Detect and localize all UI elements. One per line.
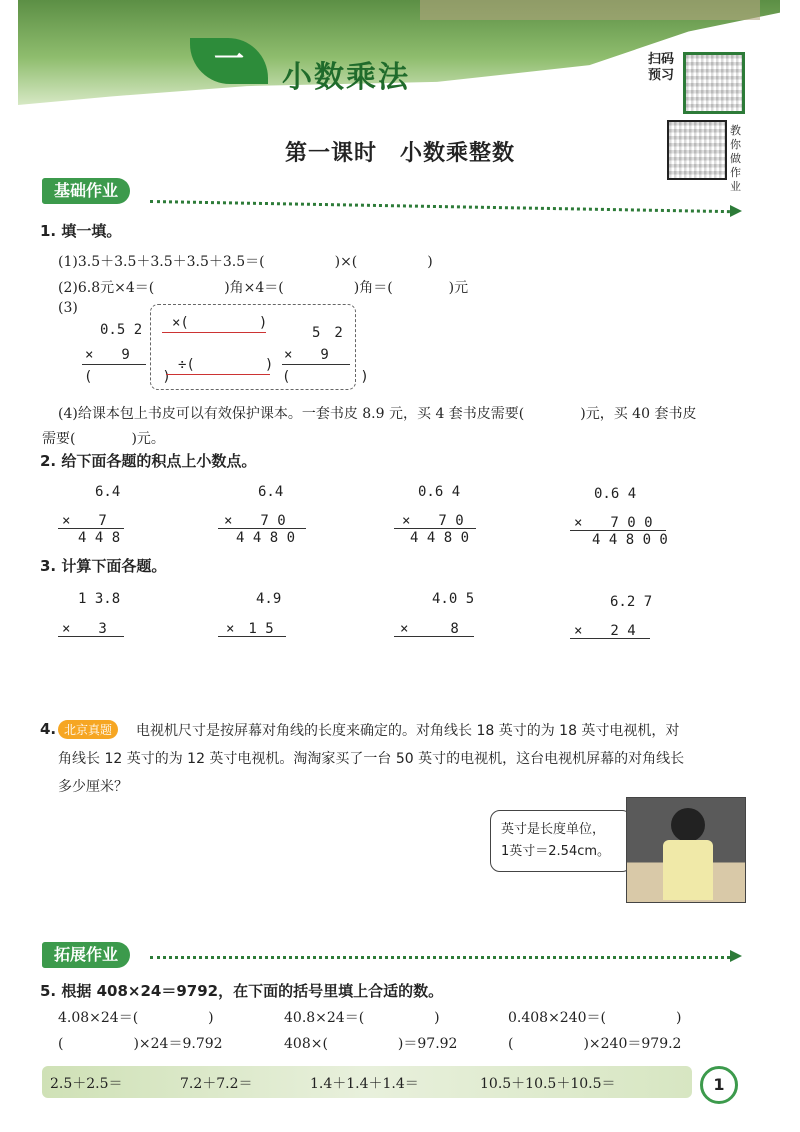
q3-b3: × 8 bbox=[400, 621, 459, 637]
q2-rule2 bbox=[218, 528, 306, 529]
q2-b2: × 7 0 bbox=[224, 513, 286, 529]
q2-c2: 4 4 8 0 bbox=[236, 530, 296, 546]
q1-box-bottom: ÷( ) bbox=[178, 357, 274, 373]
q4-hint-line2: 1英寸＝2.54cm。 bbox=[501, 844, 611, 859]
q3-a2: 4.9 bbox=[256, 591, 282, 607]
q5-r2c3: ( )×240＝979.2 bbox=[508, 1036, 682, 1052]
q2-b1: × 7 bbox=[62, 513, 107, 529]
q1-left-mul: × 9 bbox=[85, 347, 130, 363]
q2-a3: 0.6 4 bbox=[418, 484, 461, 500]
q2-c3: 4 4 8 0 bbox=[410, 530, 470, 546]
q3-rule1 bbox=[58, 636, 124, 637]
q4-hint-bubble bbox=[490, 810, 632, 872]
person-head-icon bbox=[671, 808, 705, 842]
q3-a3: 4.0 5 bbox=[432, 591, 475, 607]
q2-a2: 6.4 bbox=[258, 484, 284, 500]
arrow-icon-2 bbox=[730, 950, 742, 962]
q3-rule3 bbox=[394, 636, 474, 637]
q3-b2: × 1 5 bbox=[226, 621, 274, 637]
q4-source-tag: 北京真题 bbox=[58, 720, 118, 739]
lesson-title: 第一课时 小数乘整数 bbox=[284, 141, 515, 166]
q4-line3: 多少厘米？ bbox=[58, 779, 128, 795]
q5-r2c1: ( )×24＝9.792 bbox=[58, 1036, 223, 1052]
unit-number-leaf: 一 bbox=[190, 38, 268, 84]
oral-calc-3: 1.4＋1.4＋1.4＝ bbox=[310, 1076, 419, 1092]
q2-b3: × 7 0 bbox=[402, 513, 464, 529]
q2-title: 2. 给下面各题的积点上小数点。 bbox=[40, 452, 257, 470]
q5-r2c2: 408×( )＝97.92 bbox=[284, 1036, 458, 1052]
oral-calc-4: 10.5＋10.5＋10.5＝ bbox=[480, 1076, 616, 1092]
unit-title: 小数乘法 bbox=[282, 60, 410, 95]
q5-r1c2: 40.8×24＝( ) bbox=[284, 1010, 440, 1026]
q3-a4: 6.2 7 bbox=[610, 594, 653, 610]
q1-line3-label: (3) bbox=[58, 300, 78, 316]
q1-title: 1. 填一填。 bbox=[40, 222, 122, 240]
q1-right-top: 5 2 bbox=[312, 325, 343, 341]
q1-line1: (1)3.5＋3.5＋3.5＋3.5＋3.5＝( )×( ) bbox=[58, 254, 433, 270]
q2-c4: 4 4 8 0 0 bbox=[592, 532, 668, 548]
qr-code-preview[interactable] bbox=[683, 52, 745, 114]
teach-homework-label: 教你做作业 bbox=[730, 124, 741, 193]
q3-title: 3. 计算下面各题。 bbox=[40, 557, 167, 575]
q2-rule4 bbox=[570, 530, 666, 531]
q4-line2: 角线长 12 英寸的为 12 英寸电视机。淘淘家买了一台 50 英寸的电视机，这台电视机屏幕的对角线长 bbox=[58, 751, 685, 767]
q1-line4: (4)给课本包上书皮可以有效保护课本。一套书皮 8.9 元，买 4 套书皮需要( )元，买 40 套书皮 bbox=[58, 406, 697, 422]
section-extend-tab: 拓展作业 bbox=[42, 942, 130, 968]
q1-left-top: 0.5 2 bbox=[100, 322, 143, 338]
q1-box-arrow-right bbox=[162, 332, 266, 333]
page-number: 1 bbox=[700, 1066, 738, 1104]
q3-rule4 bbox=[570, 638, 650, 639]
q2-a4: 0.6 4 bbox=[594, 486, 637, 502]
q3-b1: × 3 bbox=[62, 621, 107, 637]
q5-title: 5. 根据 408×24＝9792，在下面的括号里填上合适的数。 bbox=[40, 982, 444, 1000]
q1-box-arrow-left bbox=[166, 374, 270, 375]
scan-preview-label: 扫码预习 bbox=[648, 52, 675, 83]
q1-right-rule bbox=[282, 364, 350, 365]
q3-a1: 1 3.8 bbox=[78, 591, 121, 607]
section-divider-2 bbox=[150, 956, 730, 959]
q1-line4b: 需要( )元。 bbox=[42, 431, 165, 447]
section-divider bbox=[150, 200, 730, 213]
oral-calc-2: 7.2＋7.2＝ bbox=[180, 1076, 253, 1092]
q1-right-mul: × 9 bbox=[284, 347, 329, 363]
q3-b4: × 2 4 bbox=[574, 623, 636, 639]
q4-line1: 电视机尺寸是按屏幕对角线的长度来确定的。对角线长 18 英寸的为 18 英寸电视机，对 bbox=[136, 723, 680, 739]
tv-measuring-illustration bbox=[626, 797, 746, 903]
arrow-icon bbox=[730, 205, 742, 217]
q4-hint-line1: 英寸是长度单位， bbox=[501, 822, 606, 837]
q1-right-result: ( ) bbox=[282, 369, 369, 385]
q4-number: 4. bbox=[40, 720, 57, 738]
q2-rule3 bbox=[394, 528, 476, 529]
q1-left-result: ( ) bbox=[84, 369, 171, 385]
q2-b4: × 7 0 0 bbox=[574, 515, 653, 531]
oral-calc-1: 2.5＋2.5＝ bbox=[50, 1076, 123, 1092]
q2-a1: 6.4 bbox=[95, 484, 121, 500]
q2-c1: 4 4 8 bbox=[78, 530, 121, 546]
q5-r1c3: 0.408×240＝( ) bbox=[508, 1010, 682, 1026]
q1-box-top: ×( ) bbox=[172, 315, 268, 331]
q1-line2: (2)6.8元×4＝( )角×4＝( )角＝( )元 bbox=[58, 280, 469, 296]
header-wood-strip bbox=[420, 0, 760, 20]
q5-r1c1: 4.08×24＝( ) bbox=[58, 1010, 214, 1026]
q1-left-rule bbox=[82, 364, 146, 365]
q2-rule1 bbox=[58, 528, 124, 529]
q3-rule2 bbox=[218, 636, 286, 637]
person-body-icon bbox=[663, 840, 713, 900]
section-basic-tab: 基础作业 bbox=[42, 178, 130, 204]
